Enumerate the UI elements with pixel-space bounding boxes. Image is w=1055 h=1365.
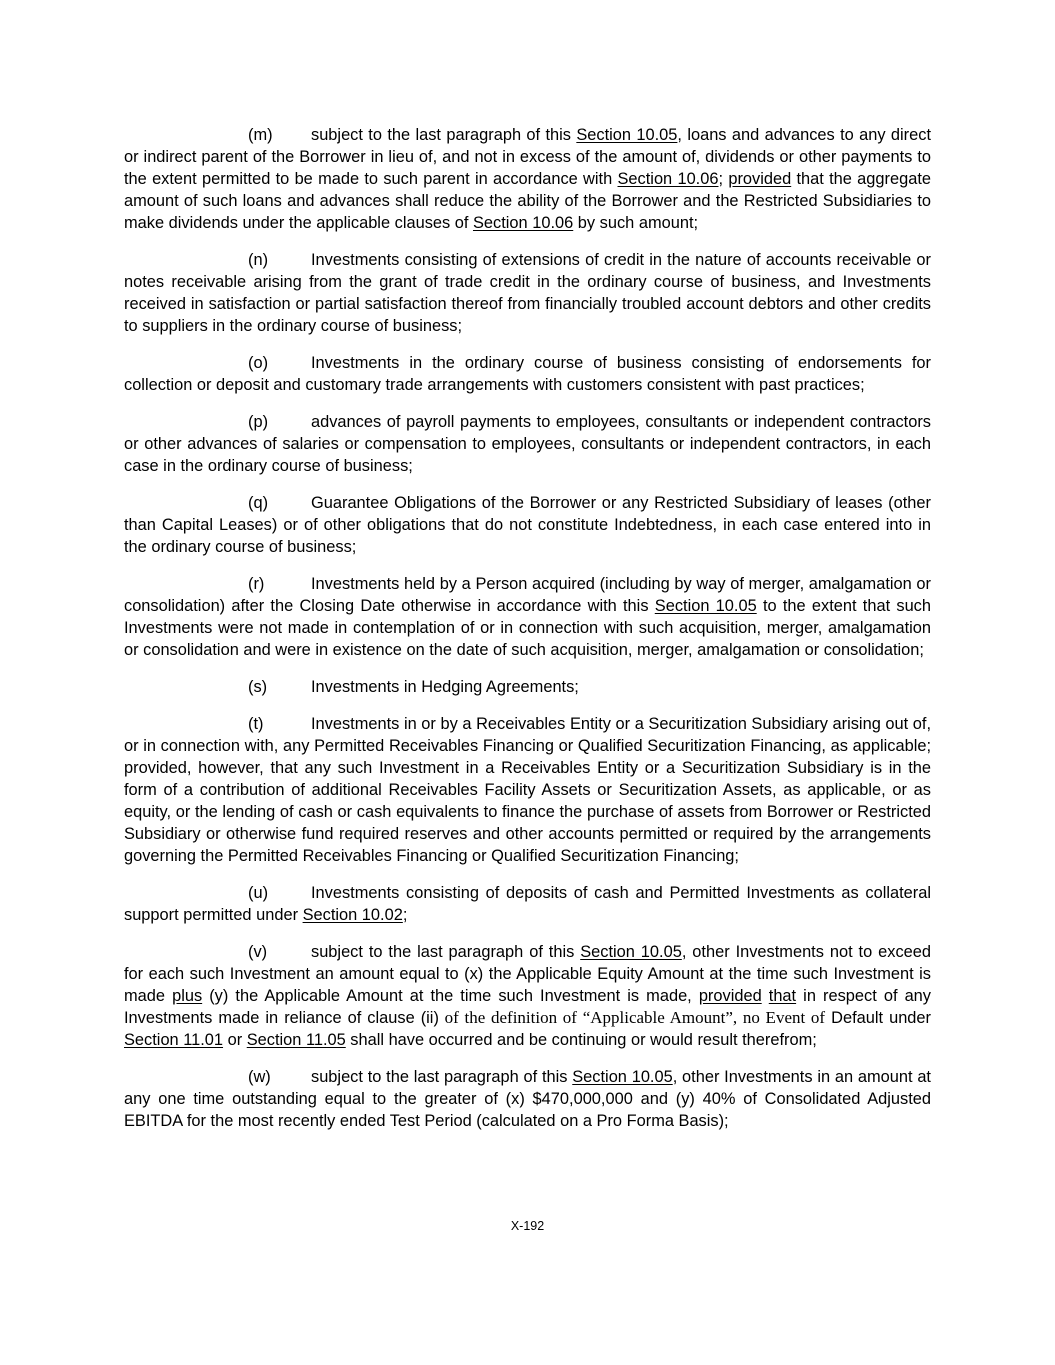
- clause-p: [124, 411, 931, 477]
- clause-t: [124, 713, 931, 867]
- section-reference: Section 11.01: [124, 1031, 224, 1049]
- clause-label: (m): [248, 126, 273, 144]
- section-reference: Section 10.05: [654, 597, 757, 615]
- underlined-term: plus: [172, 987, 203, 1005]
- clause-text: advances of payroll payments to employees, consultants or independent contractors or other advances of salaries or compensation to employees, consultants or independent contractors, in each case in the ordinary course of business;: [124, 413, 931, 475]
- clause-label: (u): [248, 884, 269, 902]
- clause-text: Investments in the ordinary course of business consisting of endorsements for collection or deposit and customary trade arrangements with customers consistent with past practices;: [124, 354, 931, 394]
- underlined-term: provided: [698, 987, 762, 1005]
- clause-text: Investments consisting of extensions of credit in the nature of accounts receivable or notes receivable arising from the grant of trade credit in the ordinary course of business, and Investments received in satisfaction or partial satisfaction thereof from financially troubled account debtors and other credits to suppliers in the ordinary course of business;: [124, 251, 931, 335]
- underlined-term: provided: [728, 170, 792, 188]
- serif-text-run: of the definition of “Applicable Amount”, no Event of: [438, 1008, 826, 1027]
- clause-label: (w): [248, 1068, 271, 1086]
- page-number: X-192: [510, 1219, 545, 1233]
- clause-label: (q): [248, 494, 269, 512]
- clause-n: [124, 249, 931, 337]
- clause-text: Investments in or by a Receivables Entity or a Securitization Subsidiary arising out of, or in connection with, any Permitted Receivables Financing or Qualified Securitization Financing, as applicable; provided, however, that any such Investment in a Receivables Entity or a Securitization Subsidiary is in the form of a contribution of additional Receivables Facility Assets or Securitization Assets, as applicable, or as equity, or the lending of cash or cash equivalents to finance the purchase of assets from Borrower or Restricted Subsidiary or otherwise fund required reserves and other accounts permitted or required by the arrangements governing the Permitted Receivables Financing or Qualified Securitization Financing;: [124, 715, 931, 865]
- clause-o: [124, 352, 931, 396]
- section-reference: Section 10.06: [472, 214, 574, 232]
- clause-label: (v): [248, 943, 268, 961]
- clause-label: (r): [248, 575, 265, 593]
- clause-text: Guarantee Obligations of the Borrower or any Restricted Subsidiary of leases (other than Capital Leases) or of other obligations that do not constitute Indebtedness, in each case entered into in the ordinary course of business;: [124, 494, 931, 556]
- clause-label: (p): [248, 413, 269, 431]
- clause-label: (t): [248, 715, 264, 733]
- document-body: [124, 124, 931, 1147]
- section-reference: Section 11.05: [246, 1031, 346, 1049]
- clause-label: (o): [248, 354, 269, 372]
- section-reference: Section 10.05: [576, 126, 678, 144]
- section-reference: Section 10.05: [572, 1068, 673, 1086]
- clause-text: Investments in Hedging Agreements;: [311, 678, 579, 696]
- clause-s: [124, 676, 931, 698]
- underlined-term: that: [768, 987, 797, 1005]
- clause-v: (v) subject to the last paragraph of this Section 10.05, other Investments not to exceed for each such Investment an amount equal to (x) the Applicable Equity Amount at the time such Investment is made plus (y) the Applicable Amount at the time such Investment is made, provided that in respect of any Investments made in reliance of clause (ii) of the definition of “Applicable Amount”, no Event of Default under Section 11.01 or Section 11.05 shall have occurred and be continuing or would result therefrom;: [124, 943, 931, 1049]
- clause-label: (s): [248, 678, 268, 696]
- clause-q: [124, 492, 931, 558]
- section-reference: Section 10.05: [580, 943, 682, 961]
- clause-w: (w) subject to the last paragraph of this Section 10.05, other Investments in an amount at any one time outstanding equal to the greater of (x) $470,000,000 and (y) 40% of Consolidated Adjusted EBITDA for the most recently ended Test Period (calculated on a Pro Forma Basis);: [124, 1068, 931, 1130]
- clause-m: (m) subject to the last paragraph of this Section 10.05, loans and advances to any direct or indirect parent of the Borrower in lieu of, and not in excess of the amount of, dividends or other payments to the extent permitted to be made to such parent in accordance with Section 10.06; provided that the aggregate amount of such loans and advances shall reduce the ability of the Borrower and the Restricted Subsidiaries to make dividends under the applicable clauses of Section 10.06 by such amount;: [124, 126, 932, 232]
- clause-u: (u) Investments consisting of deposits of cash and Permitted Investments as collateral support permitted under Section 10.02;: [124, 884, 931, 924]
- clause-label: (n): [248, 251, 269, 269]
- section-reference: Section 10.06: [617, 170, 719, 188]
- clause-r: (r) Investments held by a Person acquired (including by way of merger, amalgamation or consolidation) after the Closing Date otherwise in accordance with this Section 10.05 to the extent that such Investments were not made in contemplation of or in connection with such acquisition, merger, amalgamation or consolidation and were in existence on the date of such acquisition, merger, amalgamation or consolidation;: [124, 575, 931, 659]
- section-reference: Section 10.02: [302, 906, 403, 924]
